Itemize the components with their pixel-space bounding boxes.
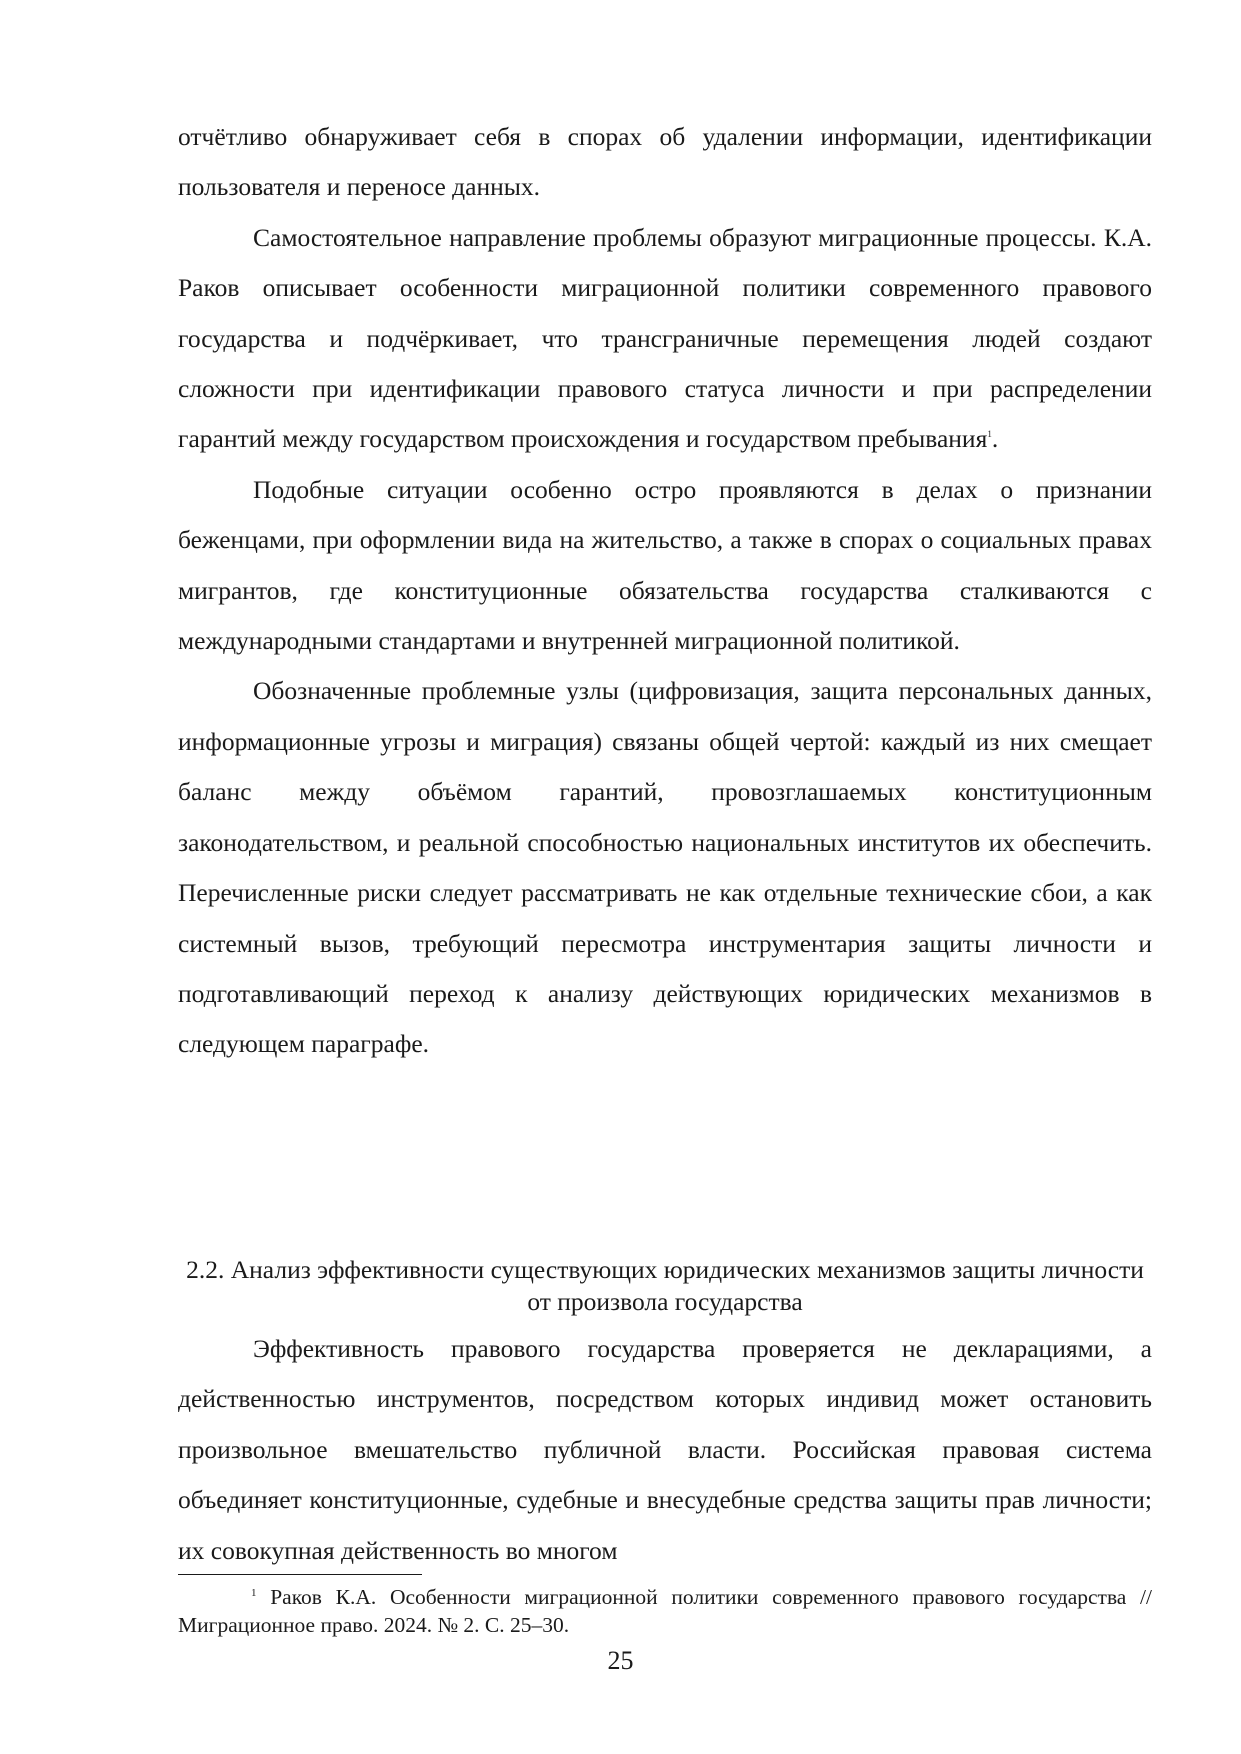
paragraph-problem-nodes: Обозначенные проблемные узлы (цифровизация, защита персональных данных, информационные угрозы и миграция) связаны общей чертой: каждый из них смещает баланс между объёмом гарантий, провозглашаемых конституционным законодательством, и реальной способностью национальных институтов их обеспечить. Перечисленные риски следует рассматривать не как отдельные технические сбои, а как системный вызов, требующий пересмотра инструментария защиты личности и подготавливающий переход к анализу действующих юридических механизмов в следующем параграфе. <box>178 676 1152 1059</box>
paragraph-effectiveness: Эффективность правового государства проверяется не декларациями, а действенностью инструментов, посредством которых индивид может остановить произвольное вмешательство публичной власти. Российская правовая система объединяет конституционные, судебные и внесудебные средства защиты прав личности; их совокупная действенность во многом <box>178 1334 1152 1565</box>
body-text-block <box>178 112 1152 1070</box>
footnote-text: Раков К.А. Особенности миграционной политики современного правового государства // Миграционное право. 2024. № 2. С. 25–30. <box>178 1585 1152 1637</box>
section-body-text <box>178 1324 1152 1576</box>
section-heading: 2.2. Анализ эффективности существующих юридических механизмов защиты личности от произвола государства <box>186 1255 1144 1316</box>
paragraph-situations: Подобные ситуации особенно остро проявляются в делах о признании беженцами, при оформлении вида на жительство, а также в спорах о социальных правах мигрантов, где конституционные обязательства государства сталкиваются с международными стандартами и внутренней миграционной политикой. <box>178 474 1152 656</box>
paragraph-migration <box>178 213 1152 465</box>
paragraph-continuation: отчётливо обнаруживает себя в спорах об удалении информации, идентификации пользователя и переносе данных. <box>178 122 1152 202</box>
footnote-marker: 1 <box>251 1587 257 1599</box>
footnote-separator <box>178 1574 422 1575</box>
paragraph-migration-text: Самостоятельное направление проблемы образуют миграционные процессы. К.А. Раков описывает особенности миграционной политики современного правового государства и подчёркивает, что трансграничные перемещения людей создают сложности при идентификации правового статуса личности и при распределении гарантий между государством происхождения и государством пребывания <box>178 222 1152 454</box>
footnote <box>178 1583 1152 1639</box>
footnote-reference-tail: . <box>991 424 999 454</box>
page-number: 25 <box>607 1646 634 1675</box>
footnote-reference[interactable]: 1 <box>987 429 992 440</box>
